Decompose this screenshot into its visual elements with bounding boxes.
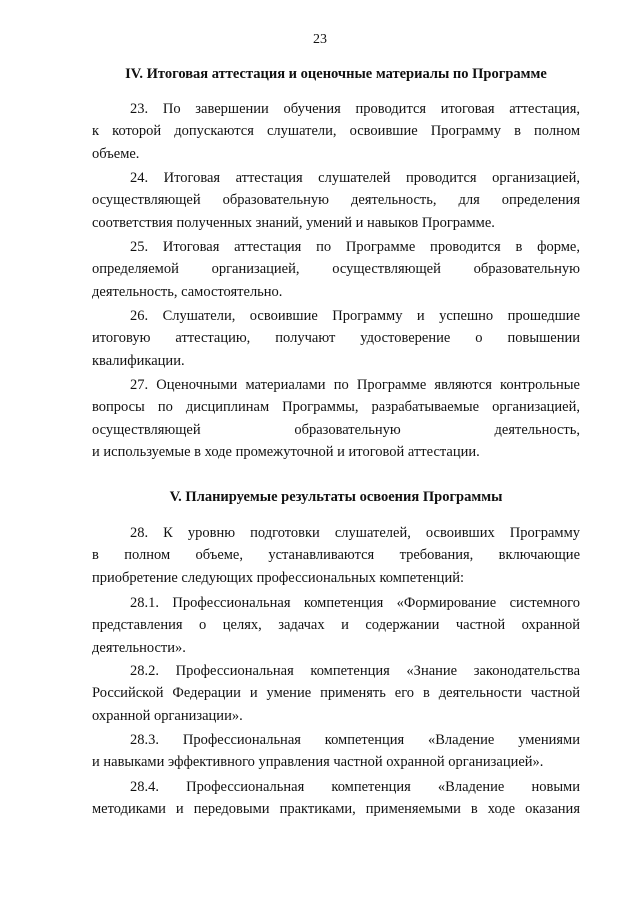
paragraph-28-1 [92, 592, 580, 659]
paragraph-25 [92, 236, 580, 303]
text-line: к которой допускаются слушатели, освоившие Программу в полном [92, 123, 580, 140]
paragraph-24 [92, 167, 580, 234]
paragraph-28-3 [92, 729, 580, 774]
text-line: 28.1. Профессиональная компетенция «Формирование системного [130, 595, 580, 611]
text-line: 28.3. Профессиональная компетенция «Владение умениями [130, 732, 580, 748]
text-line: приобретение следующих профессиональных компетенций: [92, 569, 464, 586]
text-line: 26. Слушатели, освоившие Программу и успешно прошедшие [130, 308, 580, 324]
text-line: 28. К уровню подготовки слушателей, освоивших Программу [130, 525, 580, 541]
text-line: представления о целях, задачах и содержании частной охранной [92, 617, 580, 634]
text-line: в полном объеме, устанавливаются требования, включающие [92, 547, 580, 564]
text-line: соответствия полученных знаний, умений и навыков Программе. [92, 214, 495, 231]
text-line: определяемой организацией, осуществляющей образовательную [92, 261, 580, 278]
text-line: 28.2. Профессиональная компетенция «Знание законодательства [130, 663, 580, 679]
paragraph-28-2 [92, 660, 580, 727]
text-line: 25. Итоговая аттестация по Программе проводится в форме, [130, 239, 580, 255]
text-line: деятельность, самостоятельно. [92, 283, 283, 300]
text-line: итоговую аттестацию, получают удостоверение о повышении [92, 330, 580, 347]
section-heading-v: V. Планируемые результаты освоения Программы [169, 489, 503, 505]
text-line: деятельности». [92, 639, 186, 656]
text-line: объеме. [92, 145, 140, 162]
paragraph-28-4 [92, 776, 580, 821]
text-line: осуществляющей образовательную деятельность, [92, 421, 580, 438]
paragraph-27 [92, 374, 580, 464]
text-line: 23. По завершении обучения проводится итоговая аттестация, [130, 101, 580, 117]
text-line: 24. Итоговая аттестация слушателей проводится организацией, [130, 170, 580, 186]
text-line: и используемые в ходе промежуточной и итоговой аттестации. [92, 444, 480, 461]
text-line: осуществляющей образовательную деятельность, для определения [92, 192, 580, 209]
text-line: квалификации. [92, 352, 185, 369]
paragraph-26 [92, 305, 580, 372]
text-line: 27. Оценочными материалами по Программе являются контрольные [130, 377, 580, 393]
paragraph-28 [92, 522, 580, 589]
text-line: вопросы по дисциплинам Программы, разрабатываемые организацией, [92, 399, 580, 416]
text-line: охранной организации». [92, 707, 243, 724]
text-line: 28.4. Профессиональная компетенция «Владение новыми [130, 779, 580, 795]
text-line: и навыками эффективного управления частной охранной организацией». [92, 754, 544, 771]
page-number: 23 [313, 32, 327, 47]
text-line: Российской Федерации и умение применять его в деятельности частной [92, 685, 580, 702]
section-heading-iv: IV. Итоговая аттестация и оценочные материалы по Программе [125, 66, 547, 82]
text-line: методиками и передовыми практиками, применяемыми в ходе оказания [92, 801, 580, 818]
paragraph-23 [92, 98, 580, 165]
